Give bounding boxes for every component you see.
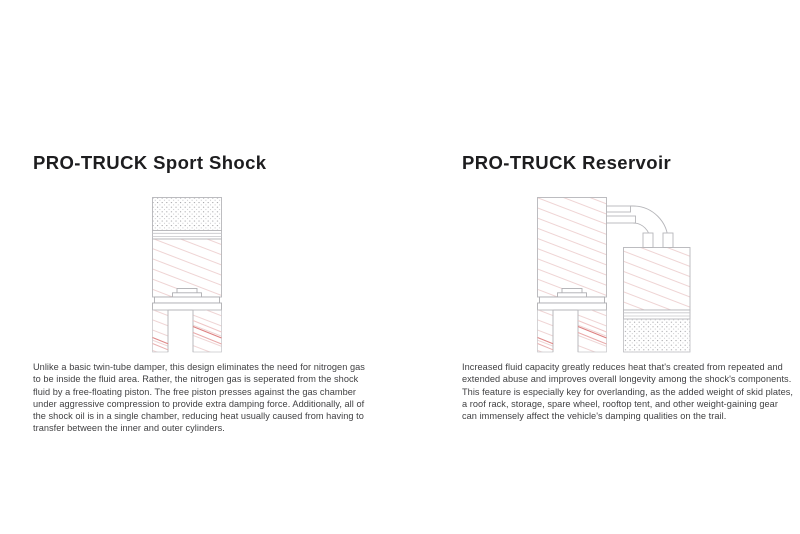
reservoir-hose bbox=[607, 206, 674, 248]
lower-body-right bbox=[578, 310, 607, 352]
floating-piston bbox=[153, 231, 222, 240]
reservoir-floating-piston bbox=[624, 310, 691, 319]
sport-shock-cross-section-diagram bbox=[152, 197, 222, 353]
hose-fitting-upper bbox=[607, 206, 631, 212]
left-product-title: PRO-TRUCK Sport Shock bbox=[33, 152, 267, 173]
left-product-description: Unlike a basic twin-tube damper, this design eliminates the need for nitrogen gas to be inside the fluid area. Rather, the nitrogen gas is seperated from the shock fluid by a free-floating piston. The free piston presses against the gas chamber under aggressive compression to provide extra damping force. Additionally, all of the shock oil is in a single chamber, reducing heat usually caused from having to transfer between the inner and outer cylinders. bbox=[33, 362, 365, 434]
lower-body-right bbox=[193, 310, 222, 352]
reservoir-port-left bbox=[643, 233, 653, 248]
right-product-description: Increased fluid capacity greatly reduces heat that's created from repeated and extended abuse and improves overall longevity among the shock's components. This feature is especially key for overlanding, as the added weight of skid plates, a roof rack, storage, spare wheel, rooftop tent, and other weight-gaining gear can immensely affect the vehicle's damping qualities on the trail. bbox=[462, 362, 793, 422]
gas-chamber bbox=[153, 198, 222, 231]
main-fluid-chamber bbox=[538, 198, 607, 298]
reservoir-shock-cross-section-diagram bbox=[537, 197, 697, 353]
reservoir-fluid-chamber bbox=[624, 248, 691, 311]
hose-fitting-lower bbox=[607, 216, 636, 223]
reservoir-port-right bbox=[663, 233, 673, 248]
lower-body-left bbox=[153, 310, 169, 352]
lower-body-left bbox=[538, 310, 554, 352]
reservoir-gas-chamber bbox=[624, 319, 691, 352]
right-product-title: PRO-TRUCK Reservoir bbox=[462, 152, 672, 173]
reservoir-body bbox=[624, 248, 691, 353]
